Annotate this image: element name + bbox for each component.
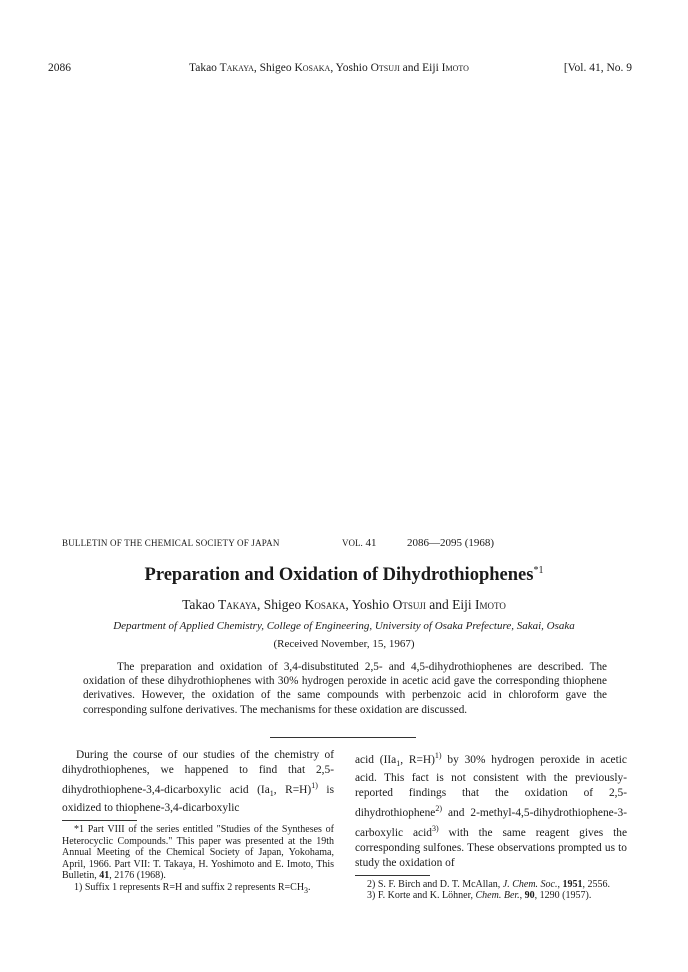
running-head-volume: [Vol. 41, No. 9 xyxy=(563,62,632,74)
journal-volume: VOL. 41 xyxy=(342,537,377,549)
footnote-star1: *1 Part VIII of the series entitled "Studies of the Syntheses of Heterocyclic Compounds." This paper was presented at the 19th Annual Meeting of the Chemical Society of Japan, Yokohama, April, 1966. Part VII: T. Takaya, H. Yoshimoto and E. Imoto, This Bulletin, 41, 2176 (1968). xyxy=(62,824,334,882)
received-date: (Received November, 15, 1967) xyxy=(273,638,415,650)
article-title-text: Preparation and Oxidation of Dihydrothiophenes xyxy=(144,565,534,586)
footnote-rule-left xyxy=(62,820,137,821)
footnote-rule-right xyxy=(355,875,430,876)
body-column-right xyxy=(355,748,627,902)
footnote-3: 3) F. Korte and K. Löhner, Chem. Ber., 90, 1290 (1957). xyxy=(367,890,592,902)
footnote-1: 1) Suffix 1 represents R=H and suffix 2 represents $R=CH_3$. xyxy=(74,881,311,895)
body-paragraph-left: During the course of our studies of the chemistry of dihydrothiophenes, we happened to find that 2,5-dihydrothiophene-3,4-dicarboxylic acid ($Ia_1$, R=H)$^{1)}$ is oxidized to thiophene-3,4-dicarboxylic xyxy=(62,749,334,815)
title-footnote-mark: *1 xyxy=(533,565,544,576)
author-byline: Takao Takaya, Shigeo Kosaka, Yoshio Otsuji and Eiji Imoto xyxy=(182,597,506,612)
running-head-authors: Takao Takaya, Shigeo Kosaka, Yoshio Otsuji and Eiji Imoto xyxy=(189,62,469,74)
section-divider xyxy=(270,737,416,738)
abstract-text: The preparation and oxidation of 3,4-disubstituted 2,5- and 4,5-dihydrothiophenes are described. The oxidation of these dihydrothiophenes with 30% hydrogen peroxide in acetic acid gave the corresponding thiophene derivatives. However, the oxidation of the same compounds with perbenzoic acid in chloroform gave the corresponding sulfone derivatives. The mechanisms for these oxidation are discussed. xyxy=(83,661,607,716)
body-paragraph-right: acid (IIa$_1$, R=H)$^{1)}$ by 30% hydrogen peroxide in acetic acid. This fact is not consistent with the previously-reported findings that the oxidation of 2,5-dihydrothiophene$^{2)}$ and 2-methyl-4,5-dihydrothiophene-3-carboxylic acid$^{3)}$ with the same reagent gives the corresponding sulfones. These observations prompted us to study the oxidation of xyxy=(355,751,627,869)
running-head xyxy=(48,62,640,78)
journal-pages-year: 2086—2095 (1968) xyxy=(407,537,495,549)
body-column-left xyxy=(62,748,334,896)
article-title xyxy=(0,565,688,586)
affiliation: Department of Applied Chemistry, College of Engineering, University of Osaka Prefecture, Sakai, Osaka xyxy=(113,620,575,632)
journal-name: BULLETIN OF THE CHEMICAL SOCIETY OF JAPAN xyxy=(62,538,280,548)
journal-line xyxy=(62,537,622,553)
page-number: 2086 xyxy=(48,62,71,74)
abstract xyxy=(83,660,607,717)
footnote-2: 2) S. F. Birch and D. T. McAllan, J. Chem. Soc., 1951, 2556. xyxy=(367,878,610,890)
